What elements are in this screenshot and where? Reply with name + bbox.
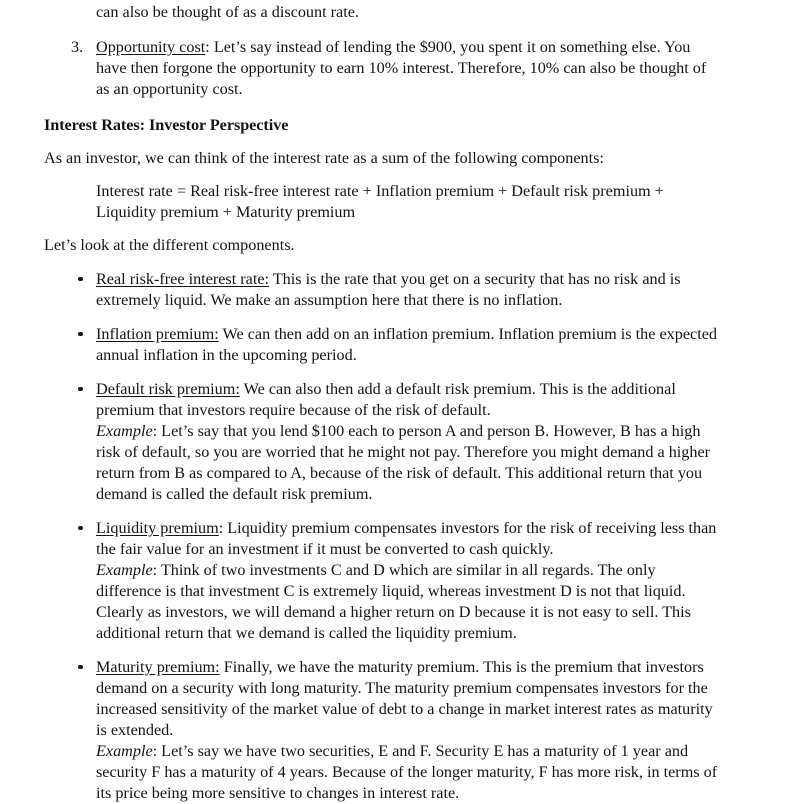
bullet-term: Maturity premium:: [96, 658, 220, 676]
numbered-item-term-colon: :: [205, 38, 210, 56]
bullet-item-liquidity-premium: [96, 518, 720, 644]
bullet-term: Default risk premium:: [96, 380, 240, 398]
numbered-item-term: Opportunity cost: [96, 38, 206, 56]
bullet-item-default-risk-premium: [96, 379, 720, 505]
bullet-term: Inflation premium:: [96, 325, 219, 343]
bullet-point-icon: [78, 665, 83, 670]
example-label: Example: [96, 422, 153, 440]
numbered-list-item: [71, 37, 720, 100]
interest-rate-formula: Interest rate = Real risk-free interest rate + Inflation premium + Default risk premium + Liquidity premium + Maturity premium: [96, 182, 664, 221]
bullet-point-icon: [78, 277, 83, 282]
bullet-text: : Liquidity premium compensates investors for the risk of receiving less than the fair value for an investment if it must be converted to cash quickly.: [96, 519, 717, 558]
lead-in-paragraph: Let’s look at the different components.: [44, 236, 295, 254]
section-heading: Interest Rates: Investor Perspective: [44, 116, 289, 134]
bullet-term: Liquidity premium: [96, 519, 219, 537]
components-bullet-list: [44, 269, 720, 804]
example-text: : Let’s say we have two securities, E and F. Security E has a maturity of 1 year and security F has a maturity of 4 years. Because of the longer maturity, F has more risk, in terms of its price being more sensitive to changes in interest rate.: [96, 742, 718, 802]
bullet-text: Finally, we have the maturity premium. This is the premium that investors demand on a security with long maturity. The maturity premium compensates investors for the increased sensitivity of the market value of debt to a change in market interest rates as maturity is extended.: [96, 658, 713, 739]
example-text: : Let’s say that you lend $100 each to person A and person B. However, B has a high risk of default, so you are worried that he might not pay. Therefore you might demand a higher return from B as compared to A, because of the risk of default. This additional return that you demand is called the default risk premium.: [96, 422, 711, 503]
bullet-text: This is the rate that you get on a security that has no risk and is extremely liquid. We make an assumption here that there is no inflation.: [96, 270, 681, 309]
bullet-text: We can then add on an inflation premium. Inflation premium is the expected annual inflation in the upcoming period.: [96, 325, 717, 364]
bullet-point-icon: [78, 526, 83, 531]
bullet-item-inflation-premium: [96, 324, 720, 366]
numbered-item-text: Let’s say instead of lending the $900, you spent it on something else. You have then forgone the opportunity to earn 10% interest. Therefore, 10% can also be thought of as an opportunity cost.: [96, 38, 707, 98]
bullet-item-maturity-premium: [96, 657, 720, 804]
continued-paragraph: can also be thought of as a discount rate.: [96, 3, 359, 21]
list-marker: 3.: [71, 38, 84, 56]
example-text: : Think of two investments C and D which are similar in all regards. The only difference is that investment C is extremely liquid, whereas investment D is not that liquid. Clearly as investors, we will demand a higher return on D because it is not easy to sell. This additional return that we demand is called the liquidity premium.: [96, 561, 691, 642]
example-label: Example: [96, 561, 153, 579]
bullet-term: Real risk-free interest rate:: [96, 270, 270, 288]
document-body: [44, 0, 720, 804]
bullet-text: We can also then add a default risk premium. This is the additional premium that investors require because of the risk of default.: [96, 380, 676, 419]
example-label: Example: [96, 742, 153, 760]
numbered-list: [44, 37, 720, 100]
bullet-point-icon: [78, 387, 83, 392]
intro-paragraph: As an investor, we can think of the interest rate as a sum of the following components:: [44, 149, 604, 167]
bullet-item-real-risk-free-rate: [96, 269, 720, 311]
bullet-point-icon: [78, 332, 83, 337]
